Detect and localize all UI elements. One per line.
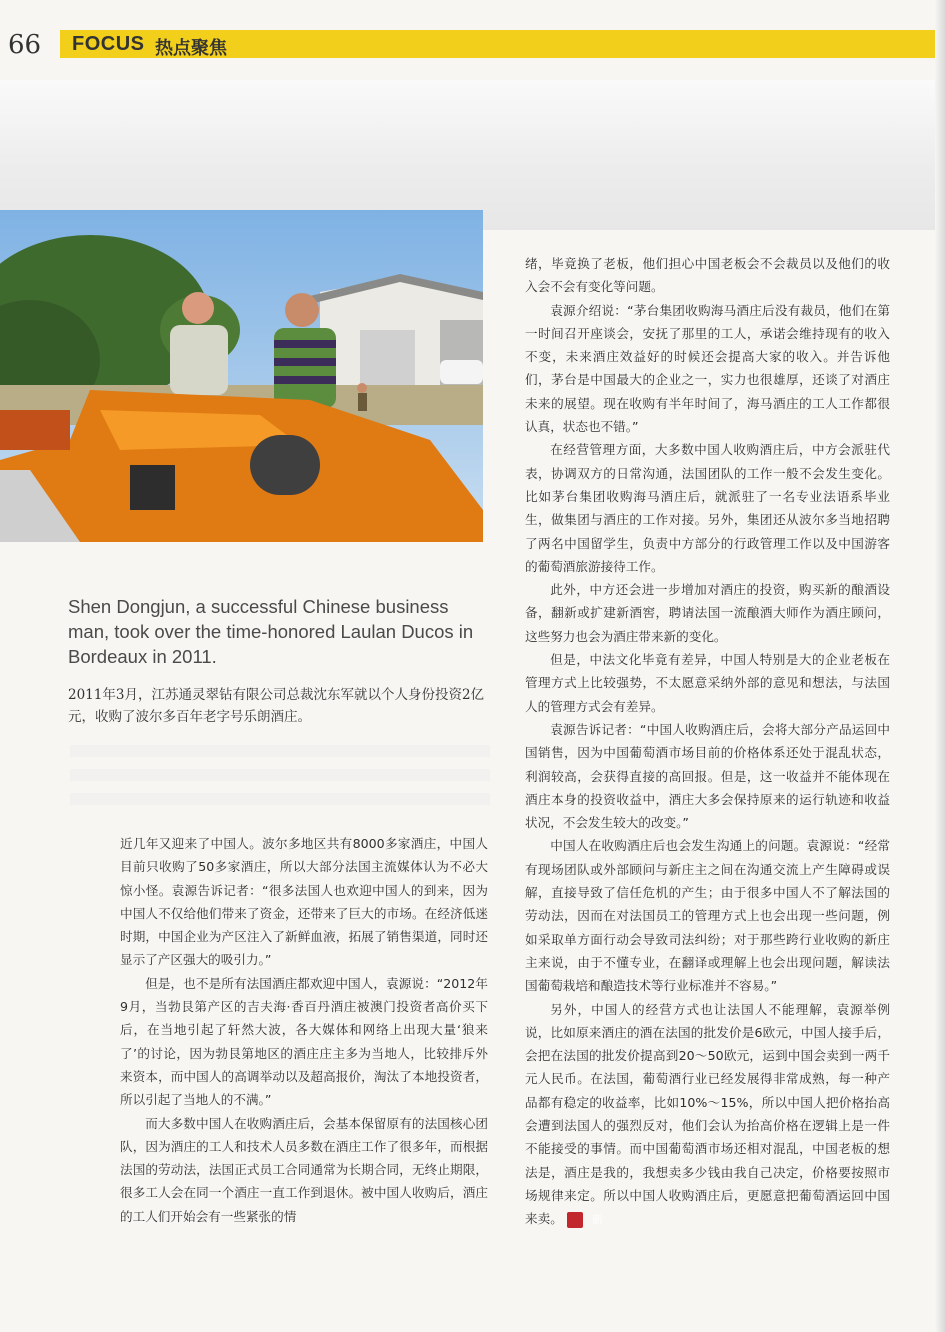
top-background: [0, 80, 945, 230]
paragraph: 在经营管理方面，大多数中国人收购酒庄后，中方会派驻代表，协调双方的日常沟通，法国团队的工作一般不会发生变化。比如茅台集团收购海马酒庄后，就派驻了一名专业法语系毕业生，做集团与酒庄的工作对接。另外，集团还从波尔多当地招聘了两名中国留学生，负责中方部分的行政管理工作以及中国游客的葡萄酒旅游接待工作。: [525, 442, 890, 574]
left-text-column: [120, 832, 488, 1228]
paragraph: 此外，中方还会进一步增加对酒庄的投资，购买新的酿酒设备，翻新或扩建新酒窖，聘请法国一流酿酒大师作为酒庄顾问，这些努力也会为酒庄带来新的变化。: [525, 582, 890, 644]
article-photo: [0, 210, 483, 542]
article-subtitle: 2011年3月，江苏通灵翠钻有限公司总裁沈东军就以个人身份投资2亿元，收购了波尔多百年老字号乐朗酒庄。: [68, 687, 485, 725]
page-header: [0, 0, 945, 78]
paragraph: 中国人在收购酒庄后也会发生沟通上的问题。袁源说：“经常有现场团队或外部顾问与新庄主之间在沟通交流上产生障碍或误解，直接导致了信任危机的产生；由于很多中国人不了解法国的劳动法，因而在对法国员工的管理方式上也会出现一些问题，例如采取单方面行动会导致司法纠纷；对于那些跨行业收购的新庄主来说，由于不懂专业，在翻译或理解上也会出现问题，解读法国葡萄栽培和酿造技术等行业标准并不容易。”: [525, 838, 890, 994]
section-label-en: FOCUS: [72, 33, 145, 55]
paragraph: 而大多数中国人在收购酒庄后，会基本保留原有的法国核心团队，因为酒庄的工人和技术人员多数在酒庄工作了很多年，而根据法国的劳动法，法国正式员工合同通常为长期合同，无终止期限，很多工人会在同一个酒庄一直工作到退休。被中国人收购后，酒庄的工人们开始会有一些紧张的情: [120, 1115, 488, 1224]
paragraph: [525, 998, 890, 1231]
faded-text-block: [70, 745, 490, 815]
paragraph: 但是，中法文化毕竟有差异，中国人特别是大的企业老板在管理方式上比较强势，不太愿意采纳外部的意见和想法，与法国人的管理方式会有差异。: [525, 652, 890, 714]
paragraph-text: 另外，中国人的经营方式也让法国人不能理解，袁源举例说，比如原来酒庄的酒在法国的批发价是6欧元，中国人接手后，会把在法国的批发价提高到20～50欧元，运到中国会卖到一两千元人民币。在法国，葡萄酒行业已经发展得非常成熟，每一种产品都有稳定的收益率，比如10%～15%，所以中国人把价格抬高会遭到法国人的强烈反对，他们会认为抬高价格在逻辑上是一件不能接受的事情。而中国葡萄酒市场还相对混乱，中国老板的想法是，酒庄是我的，我想卖多少钱由我自己决定，价格要按照市场规律来定。所以中国人收购酒庄后，更愿意把葡萄酒运回中国来卖。: [525, 1001, 890, 1227]
page-edge: [935, 0, 945, 1332]
right-text-column: [525, 252, 890, 1230]
paragraph: 绪，毕竟换了老板，他们担心中国老板会不会裁员以及他们的收入会不会有变化等问题。: [525, 256, 890, 295]
paragraph: 但是，也不是所有法国酒庄都欢迎中国人，袁源说：“2012年9月，当勃艮第产区的吉夫海·香百丹酒庄被澳门投资者高价买下后，在当地引起了轩然大波，各大媒体和网络上出现大量‘狼来了’的讨论，因为勃艮第地区的酒庄庄主多为当地人，比较排斥外来资本，而中国人的高调举动以及超高报价，淘汰了本地投资者，所以引起了当地人的不满。”: [120, 975, 488, 1108]
end-mark: 新: [567, 1212, 583, 1228]
paragraph: 袁源告诉记者：“中国人收购酒庄后，会将大部分产品运回中国销售，因为中国葡萄酒市场目前的价格体系还处于混乱状态，利润较高，会获得直接的高回报。但是，这一收益并不能体现在酒庄本身的投资收益中，酒庄大多会保持原来的运行轨迹和收益状况，不会发生较大的改变。”: [525, 721, 890, 831]
paragraph: 袁源介绍说：“茅台集团收购海马酒庄后没有裁员，他们在第一时间召开座谈会，安抚了那里的工人，承诺会维持现有的收入不变，未来酒庄效益好的时候还会提高大家的收入。并告诉他们，茅台是中国最大的企业之一，实力也很雄厚，还谈了对酒庄未来的展望。现在收购有半年时间了，海马酒庄的工人工作都很认真，状态也不错。”: [525, 302, 890, 435]
photo-illustration: [0, 210, 483, 542]
paragraph: 近几年又迎来了中国人。波尔多地区共有8000多家酒庄，中国人目前只收购了50多家酒庄，所以大部分法国主流媒体认为不必大惊小怪。袁源告诉记者：“很多法国人也欢迎中国人的到来，因为中国人不仅给他们带来了资金，还带来了巨大的市场。在经济低迷时期，中国企业为产区注入了新鲜血液，拓展了销售渠道，同时还显示了产区强大的吸引力。”: [120, 836, 488, 968]
section-label-cn: 热点聚焦: [155, 38, 227, 59]
photo-caption: Shen Dongjun, a successful Chinese business man, took over the time-honored Laulan Ducos in Bordeaux in 2011.: [68, 596, 474, 667]
page-number: 66: [8, 30, 42, 60]
